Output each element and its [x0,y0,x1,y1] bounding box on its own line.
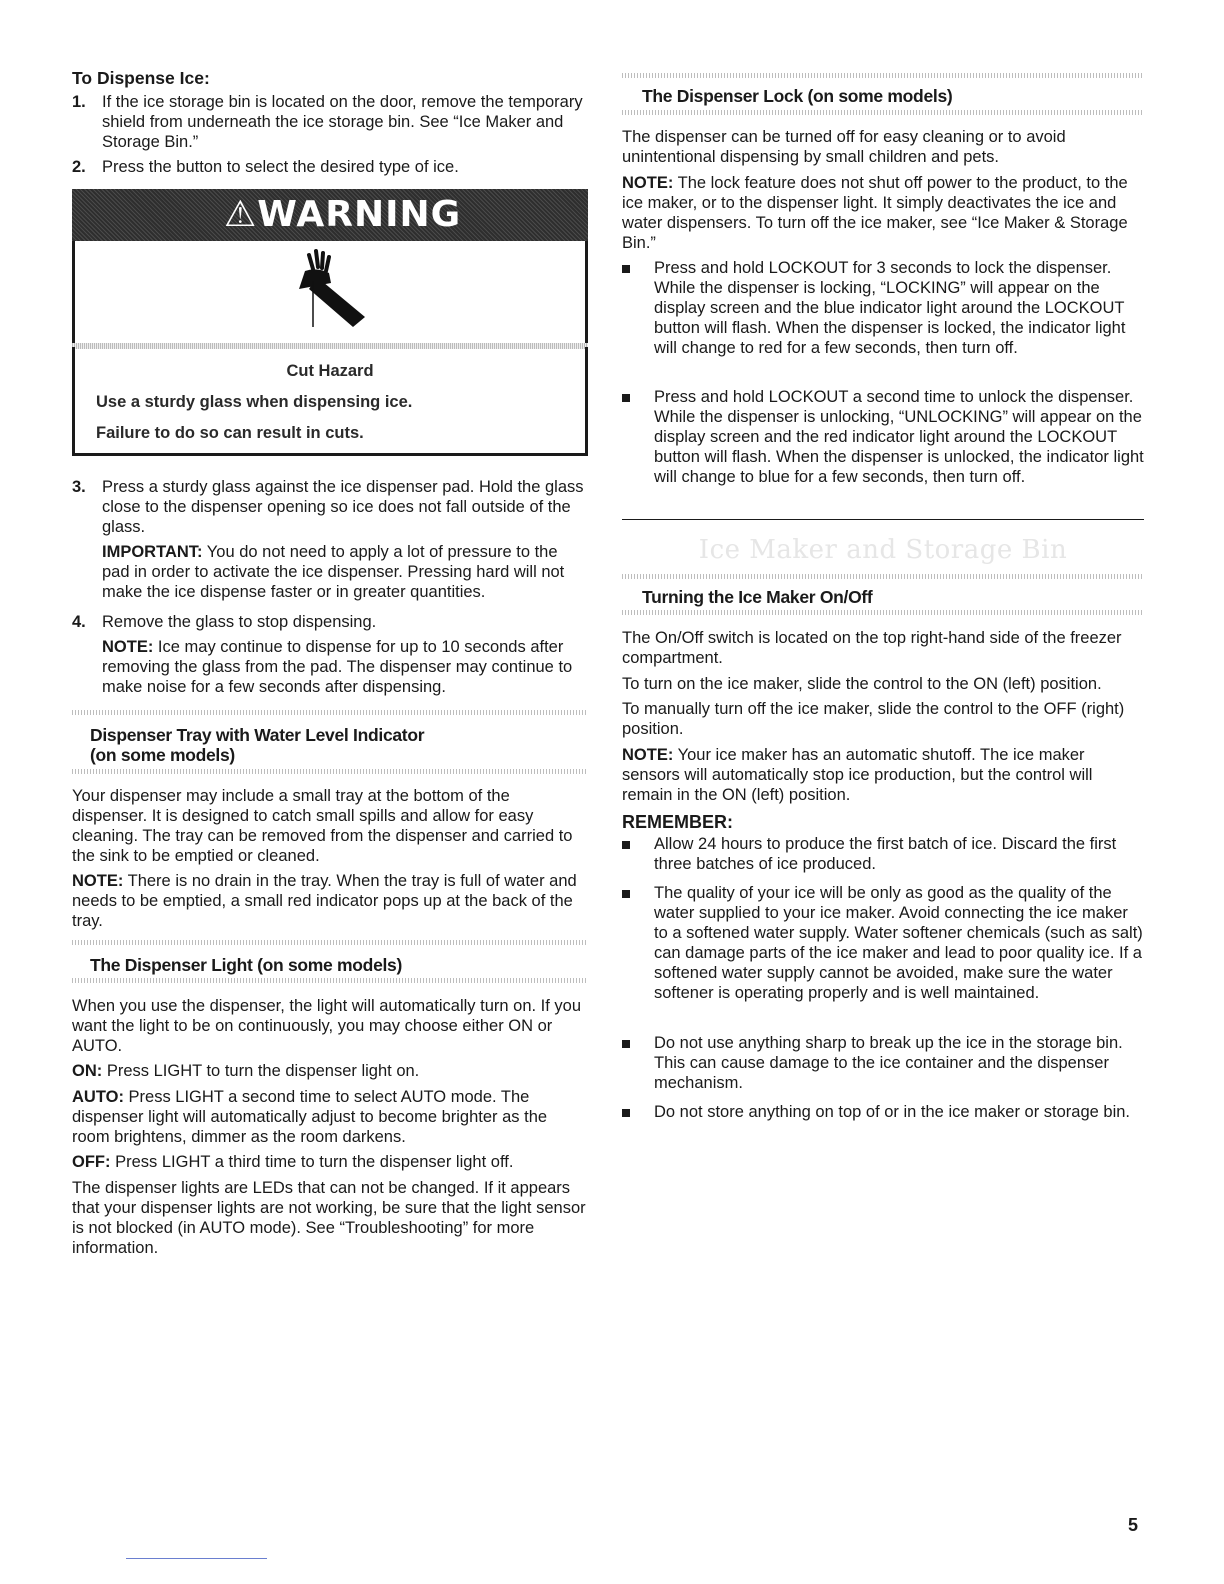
page-number: 5 [1128,1515,1139,1535]
list-item: Press and hold LOCKOUT for 3 seconds to lock the dispenser. While the dispenser is locking, “LOCKING” will appear on the display screen and the blue indicator light around the LOCKOUT button will flash. When the dispenser is locked, the indicator light will change to red for a few seconds, then turn off. [654,259,1126,357]
light-body: When you use the dispenser, the light will automatically turn on. If you want the light to be on continuously, you may choose either ON or AUTO. [72,997,582,1055]
step-number: 2. [72,158,86,176]
note-label: NOTE: [622,174,674,192]
list-item: Do not store anything on top of or in the ice maker or storage bin. [654,1103,1131,1121]
hatch-rule [622,110,1144,115]
important-note [102,542,588,602]
hatch-rule [622,73,1144,78]
mode-label: ON: [72,1062,103,1080]
lock-body: The dispenser can be turned off for easy cleaning or to avoid unintentional dispensing by small children and pets. [622,128,1066,166]
note [102,637,588,697]
note-label: NOTE: [102,638,154,656]
step-text: Press a sturdy glass against the ice dispenser pad. Hold the glass close to the dispenser opening so ice does not fall outside of the glass. [102,478,584,536]
mode-text: Press LIGHT a second time to select AUTO mode. The dispenser light will automatically adjust to become brighter as the room brightens, dimmer as the room darkens. [72,1088,548,1146]
warning-line: Use a sturdy glass when dispensing ice. [96,393,413,411]
bullet-marker [622,1040,630,1048]
note-text: Your ice maker has an automatic shutoff. The ice maker sensors will automatically stop ice production, but the control will remain in the ON (left) position. [622,746,1093,804]
remember-heading: REMEMBER: [622,812,733,832]
note-label: NOTE: [622,746,674,764]
onoff-note [622,745,1144,805]
mode-text: Press LIGHT to turn the dispenser light on. [102,1062,420,1080]
note-text: Ice may continue to dispense for up to 10 seconds after removing the glass from the pad. The dispenser may continue to make noise for a few seconds after dispensing. [102,638,573,696]
section-title: Ice Maker and Storage Bin [698,535,1068,565]
onoff-heading: Turning the Ice Maker On/Off [642,587,873,607]
bullet-marker [622,841,630,849]
list-item: Do not use anything sharp to break up the ice in the storage bin. This can cause damage to the ice container and the dispenser mechanism. [654,1034,1123,1092]
hatch-rule [72,769,588,774]
off-mode [72,1152,588,1172]
bullet-marker [622,1109,630,1117]
step-text: Press the button to select the desired type of ice. [102,158,459,176]
hatch-rule [72,940,588,945]
light-footer: The dispenser lights are LEDs that can not be changed. If it appears that your dispenser lights are not working, be sure that the light sensor is not blocked (in AUTO mode). See “Troubleshooting” for more information. [72,1179,586,1257]
step-text: Remove the glass to stop dispensing. [102,613,377,631]
on-mode [72,1061,588,1081]
bullet-marker [622,265,630,273]
step-number: 1. [72,93,86,111]
tray-body: Your dispenser may include a small tray at the bottom of the dispenser. It is designed to catch small spills and allow for easy cleaning. The tray can be removed from the dispenser and carried to the sink to be emptied or cleaned. [72,787,573,865]
warning-banner [72,189,588,241]
step-number: 4. [72,613,86,631]
note-text: The lock feature does not shut off power to the product, to the ice maker, or to the dispenser light. It simply deactivates the ice and water dispensers. To turn off the ice maker, see “Ice Maker & Storage Bin.” [622,174,1128,252]
hatch-rule [622,610,1144,615]
mode-label: AUTO: [72,1088,124,1106]
section-divider [622,519,1144,520]
hatch-rule [72,978,588,983]
mode-text: Press LIGHT a third time to turn the dispenser light off. [110,1153,514,1171]
step-text: If the ice storage bin is located on the door, remove the temporary shield from underneath the ice storage bin. See “Ice Maker and Storage Bin.” [102,93,583,151]
note-text: There is no drain in the tray. When the tray is full of water and needs to be emptied, a small red indicator pops up at the back of the tray. [72,872,577,930]
warning-text-panel [72,347,588,456]
warning-line: Failure to do so can result in cuts. [96,424,364,442]
auto-mode [72,1087,588,1147]
list-item: Allow 24 hours to produce the first batch of ice. Discard the first three batches of ice produced. [654,835,1117,873]
onoff-paragraph: To turn on the ice maker, slide the control to the ON (left) position. [622,675,1102,693]
bullet-marker [622,394,630,402]
onoff-paragraph: The On/Off switch is located on the top right-hand side of the freezer compartment. [622,629,1122,667]
hatch-rule [622,574,1144,579]
tray-heading-line1: Dispenser Tray with Water Level Indicator [90,725,425,745]
hazard-symbol-panel [72,241,588,348]
light-heading: The Dispenser Light (on some models) [90,955,403,975]
list-item: The quality of your ice will be only as good as the quality of the water supplied to your ice maker. Avoid connecting the ice maker to a softened water supply. Water softener chemicals (such as salt) can damage parts of the ice maker and lead to poor quality ice. If a softened water supply cannot be avoided, make sure the water softener is operating properly and is well maintained. [654,884,1143,1002]
hazard-label: Cut Hazard [286,362,374,380]
step-number: 3. [72,478,86,496]
note-text: You do not need to apply a lot of pressure to the pad in order to activate the ice dispenser. Pressing hard will not make the ice dispense faster or in greater quantities. [102,543,565,601]
tray-note [72,871,588,931]
mode-label: OFF: [72,1153,111,1171]
note-label: NOTE: [72,872,124,890]
cut-hand-icon [287,247,367,337]
lock-heading: The Dispenser Lock (on some models) [642,86,953,106]
warning-box [72,189,588,457]
list-item: Press and hold LOCKOUT a second time to unlock the dispenser. While the dispenser is unlocking, “UNLOCKING” will appear on the display screen and the red indicator light around the LOCKOUT button will flash. When the dispenser is unlocked, the indicator light will change to blue for a few seconds, then turn off. [654,388,1144,486]
dispense-ice-heading: To Dispense Ice: [72,68,210,88]
hatch-rule [72,710,588,715]
warning-title: ⚠WARNING [224,194,462,235]
lock-note [622,173,1144,253]
onoff-paragraph: To manually turn off the ice maker, slide the control to the OFF (right) position. [622,700,1125,738]
tray-heading-line2: (on some models) [90,745,235,765]
footer-line [126,1558,267,1559]
note-label: IMPORTANT: [102,543,203,561]
bullet-marker [622,890,630,898]
